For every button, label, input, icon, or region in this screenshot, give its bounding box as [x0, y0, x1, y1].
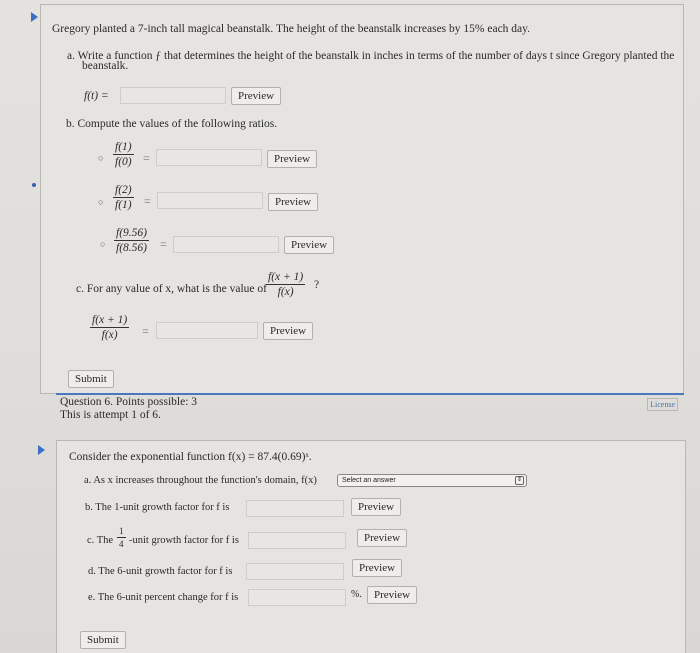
ratio-2-preview-button[interactable]: Preview — [268, 193, 318, 211]
license-link[interactable]: License — [647, 398, 678, 411]
ratio-2-answer-input[interactable] — [157, 192, 263, 209]
direction-select[interactable] — [337, 474, 527, 487]
question-6-info — [60, 396, 620, 430]
ratio-2-denominator: f(1) — [115, 199, 132, 211]
part-a-preview-button[interactable]: Preview — [231, 87, 281, 105]
submit-button[interactable]: Submit — [68, 370, 114, 388]
part-b-label: b. Compute the values of the following ratios. — [66, 118, 278, 130]
part-a-label: f(t) = — [84, 90, 109, 102]
q6-part-d-preview-button[interactable]: Preview — [352, 559, 402, 577]
ratio-3-fraction — [114, 227, 149, 254]
q6-part-c-numerator: 1 — [119, 526, 124, 536]
ratio-3-denominator: f(8.56) — [116, 242, 147, 254]
part-c-answer-numerator: f(x + 1) — [92, 314, 128, 326]
q6-part-d-prompt: d. The 6-unit growth factor for f is — [88, 566, 233, 577]
margin-dot — [32, 183, 36, 187]
q6-part-e-prompt: e. The 6-unit percent change for f is — [88, 592, 239, 603]
part-c-answer-fraction — [90, 314, 129, 341]
q6-submit-button[interactable]: Submit — [80, 631, 126, 649]
part-a-prompt: a. Write a function ƒ that determines the height of the beanstalk in inches in terms of the number of days t since Gregory planted the — [67, 50, 675, 62]
q6-part-e-preview-button[interactable]: Preview — [367, 586, 417, 604]
part-c-question-mark: ? — [314, 279, 320, 291]
ratio-1-numerator: f(1) — [115, 141, 132, 153]
q6-part-b-prompt: b. The 1-unit growth factor for f is — [85, 502, 230, 513]
question-6-points: Question 6. Points possible: 3 — [60, 396, 198, 408]
ratio-3-numerator: f(9.56) — [116, 227, 147, 239]
q6-part-d-input[interactable] — [246, 563, 344, 580]
q6-part-c-denominator: 4 — [119, 539, 124, 549]
part-c-numerator: f(x + 1) — [268, 271, 304, 283]
part-c-fraction — [266, 271, 305, 298]
part-c-answer-denominator: f(x) — [101, 329, 118, 341]
fraction-bar — [117, 537, 126, 538]
bullet-icon: ○ — [100, 239, 106, 249]
q6-part-c-input[interactable] — [248, 532, 346, 549]
fraction-bar — [90, 327, 129, 328]
q6-part-e-input[interactable] — [248, 589, 346, 606]
fraction-bar — [266, 284, 305, 285]
part-a-prompt-cont: beanstalk. — [82, 60, 129, 72]
q6-part-b-preview-button[interactable]: Preview — [351, 498, 401, 516]
question-divider — [56, 393, 684, 395]
q6-part-c-prefix: c. The — [87, 535, 114, 546]
ratio-3-answer-input[interactable] — [173, 236, 279, 253]
bullet-icon: ○ — [98, 197, 104, 207]
question-5-intro: Gregory planted a 7-inch tall magical beanstalk. The height of the beanstalk increases by 15% each day. — [52, 23, 531, 35]
part-c-answer-input[interactable] — [156, 322, 258, 339]
select-value: Select an answer — [342, 477, 396, 484]
q6-part-a-prompt: a. As x increases throughout the function's domain, f(x) — [84, 475, 317, 486]
select-caret-icon: ⇕ — [516, 477, 523, 483]
equals-sign: = — [143, 151, 150, 165]
ratio-2-fraction — [113, 184, 134, 211]
part-c-preview-button[interactable]: Preview — [263, 322, 313, 340]
collapse-arrow-icon[interactable] — [31, 12, 38, 22]
ratio-1-answer-input[interactable] — [156, 149, 262, 166]
part-c-denominator: f(x) — [277, 286, 294, 298]
equals-sign: = — [142, 324, 149, 338]
part-a-answer-input[interactable] — [120, 87, 226, 104]
collapse-arrow-icon[interactable] — [38, 445, 45, 455]
q6-part-c-fraction — [117, 526, 126, 549]
question-6-attempt: This is attempt 1 of 6. — [60, 409, 161, 421]
fraction-bar — [113, 154, 134, 155]
q6-part-b-input[interactable] — [246, 500, 344, 517]
fraction-bar — [114, 240, 149, 241]
ratio-1-denominator: f(0) — [115, 156, 132, 168]
q6-part-c-preview-button[interactable]: Preview — [357, 529, 407, 547]
percent-sign: %. — [351, 589, 362, 600]
ratio-3-preview-button[interactable]: Preview — [284, 236, 334, 254]
part-c-prompt: c. For any value of x, what is the value of — [76, 283, 267, 295]
ratio-1-preview-button[interactable]: Preview — [267, 150, 317, 168]
ratio-2-numerator: f(2) — [115, 184, 132, 196]
fraction-bar — [113, 197, 134, 198]
q6-part-c-suffix: -unit growth factor for f is — [129, 535, 239, 546]
question-6-intro: Consider the exponential function f(x) = 87.4(0.69)ˣ. — [69, 451, 312, 463]
bullet-icon: ○ — [98, 153, 104, 163]
question-5-panel — [40, 4, 684, 394]
equals-sign: = — [144, 194, 151, 208]
equals-sign: = — [160, 237, 167, 251]
ratio-1-fraction — [113, 141, 134, 168]
